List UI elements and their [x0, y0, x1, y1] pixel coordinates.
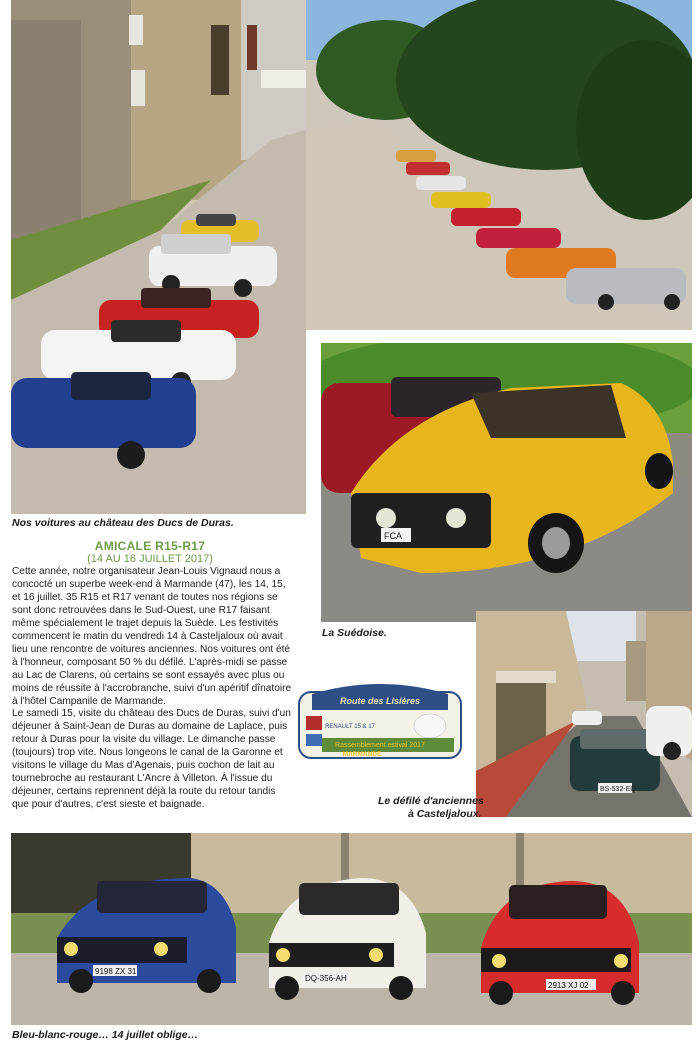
rally-plaque — [298, 682, 462, 760]
article-title: AMICALE R15-R17 — [94, 539, 206, 553]
plaque-line1: Rassemblement estival 2017 — [335, 742, 425, 749]
plaque-line2: MARMANDE — [342, 751, 382, 758]
caption-bleu-blanc-rouge: Bleu-blanc-rouge… 14 juillet oblige… — [12, 1029, 199, 1041]
photo-parking-row — [306, 0, 692, 330]
caption-suedoise: La Suédoise. — [322, 627, 387, 639]
photo-suedoise — [321, 343, 692, 622]
blue-plate: 9198 ZX 31 — [95, 967, 137, 976]
article-paragraph-1: Cette année, notre organisateur Jean-Louis Vignaud nous a concocté un superbe week-end à Marmande (47), les 14, 15, et 16 juillet. 35 R15 et R17 venant de toutes nos régions se sont donc retrouvées dans le Sud-Ouest, une R17 faisant même spécialement le trajet depuis la Suède. Les festivités commencent le matin du vendredi 14 à Casteljaloux où avait lieu une rencontre de voitures anciennes. Nos voitures ont été à l'honneur, composant 50 % du défilé. L'après-midi se passe au Lac de Clarens, où certains se sont essayés avec plus ou moins de réussite à l'accrobranche, suivi d'un apéritif dînatoire à l'hôtel Campanile de Marmande. — [12, 566, 292, 707]
article-dates: (14 AU 16 JUILLET 2017) — [87, 553, 213, 565]
plaque-top-text: Route des Lisières — [339, 696, 421, 706]
article-body — [12, 566, 294, 812]
caption-defile-line1: Le défilé d'anciennes — [378, 795, 484, 807]
caption-defile-line2: à Casteljaloux. — [408, 808, 482, 820]
photo-chateau-duras — [11, 0, 306, 514]
white-plate: DQ-356-AH — [305, 974, 347, 983]
photo-bleu-blanc-rouge — [11, 833, 692, 1025]
article-paragraph-2: Le samedi 15, visite du château des Ducs de Duras, suivi d'un déjeuner à Saint-Jean de Duras au domaine de Laplace, puis retour à Duras pour la visite du village. Le dimanche passe (toujours) trop vite. Nous longeons le canal de la Garonne et visitons le village du Mas d'Agenais, puis cochon de lait au tournebroche au restaurant L'Ancre à Villeton. À l'issue du déjeuner, certains reprennent déjà la route du retour tandis que pour d'autres, c'est sieste et baignade. — [12, 708, 291, 811]
plaque-badge: RENAULT 15 & 17 — [325, 724, 375, 730]
photo-defile-casteljaloux — [476, 611, 692, 817]
suede-plate: FCA — [384, 531, 402, 541]
red-plate: 2913 XJ 02 — [548, 981, 589, 990]
defile-plate: BS-532-EQ — [600, 786, 636, 793]
caption-chateau: Nos voitures au château des Ducs de Duras. — [12, 517, 234, 529]
